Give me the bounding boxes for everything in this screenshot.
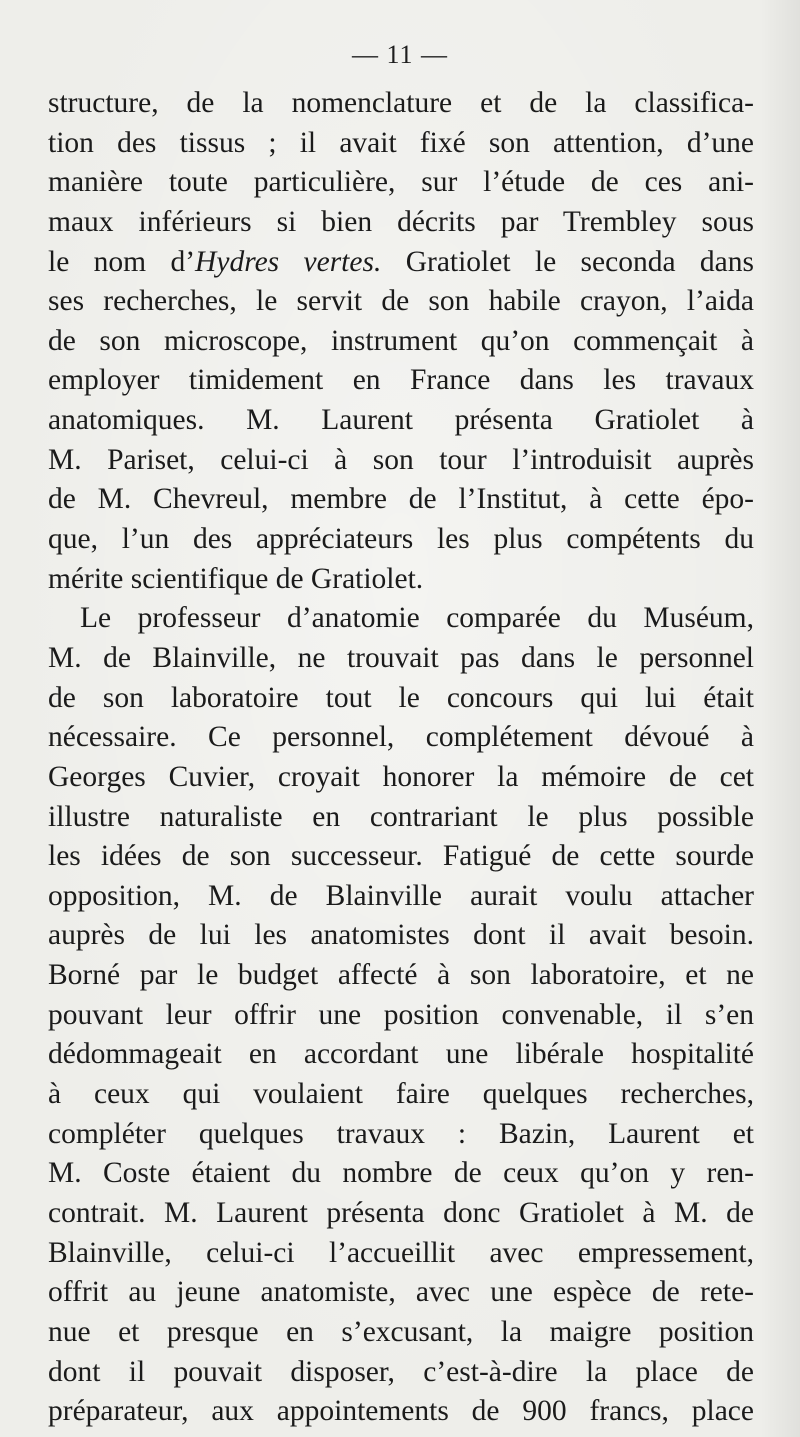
page-edge-shadow: [760, 0, 800, 1437]
text-line: dont il pouvait disposer, c’est-à-dire la place de: [48, 1355, 754, 1388]
text-line: maux inférieurs si bien décrits par Trembley sous: [48, 205, 754, 238]
text-line: à ceux qui voulaient faire quelques recherches,: [48, 1078, 754, 1111]
text-line: manière toute particulière, sur l’étude de ces ani-: [48, 166, 754, 199]
body-text: [48, 84, 754, 1432]
text-line: M. de Blainville, ne trouvait pas dans le personnel: [48, 641, 754, 674]
text-line: contrait. M. Laurent présenta donc Gratiolet à M. de: [48, 1196, 754, 1229]
text-line: préparateur, aux appointements de 900 francs, place: [48, 1395, 754, 1428]
text-line: les idées de son successeur. Fatigué de cette sourde: [48, 840, 754, 873]
text-line: de son laboratoire tout le concours qui lui était: [48, 681, 754, 714]
text-line: illustre naturaliste en contrariant le plus possible: [48, 800, 754, 833]
text-line: de son microscope, instrument qu’on commençait à: [48, 324, 754, 357]
text-line: pouvant leur offrir une position convenable, il s’en: [48, 998, 754, 1031]
text-line: nécessaire. Ce personnel, complétement dévoué à: [48, 721, 754, 754]
text-line: Borné par le budget affecté à son laboratoire, et ne: [48, 959, 754, 992]
text-line: dédommageait en accordant une libérale hospitalité: [48, 1038, 754, 1071]
text-line: anatomiques. M. Laurent présenta Gratiolet à: [48, 404, 754, 437]
text-line: Le professeur d’anatomie comparée du Muséum,: [80, 602, 754, 635]
text-line: offrit au jeune anatomiste, avec une espèce de rete-: [48, 1276, 754, 1309]
text-line: nue et presque en s’excusant, la maigre position: [48, 1315, 754, 1348]
text-line: Georges Cuvier, croyait honorer la mémoire de cet: [48, 760, 754, 793]
text-line: opposition, M. de Blainville aurait voulu attacher: [48, 879, 754, 912]
page-number: — 11 —: [351, 40, 449, 69]
text-line: structure, de la nomenclature et de la classifica-: [48, 87, 754, 119]
text-line: M. Coste étaient du nombre de ceux qu’on y ren-: [48, 1157, 754, 1190]
italic-text: Hydres vertes.: [195, 245, 382, 278]
text-line: ses recherches, le servit de son habile crayon, l’aida: [48, 285, 754, 318]
text-line: auprès de lui les anatomistes dont il avait besoin.: [48, 919, 754, 952]
text-line: le nom d’Hydres vertes. Gratiolet le seconda dans: [48, 245, 754, 278]
text-line: Blainville, celui-ci l’accueillit avec empressement,: [48, 1236, 754, 1269]
text-line: employer timidement en France dans les travaux: [48, 364, 754, 397]
text-line: mérite scientifique de Gratiolet.: [48, 562, 424, 595]
text-line: de M. Chevreul, membre de l’Institut, à cette épo-: [48, 483, 754, 516]
text-line: tion des tissus ; il avait fixé son attention, d’une: [48, 126, 754, 159]
text-line: que, l’un des appréciateurs les plus compétents du: [48, 523, 754, 556]
text-line: compléter quelques travaux : Bazin, Laurent et: [48, 1117, 754, 1150]
text-line: M. Pariset, celui-ci à son tour l’introduisit auprès: [48, 443, 754, 476]
